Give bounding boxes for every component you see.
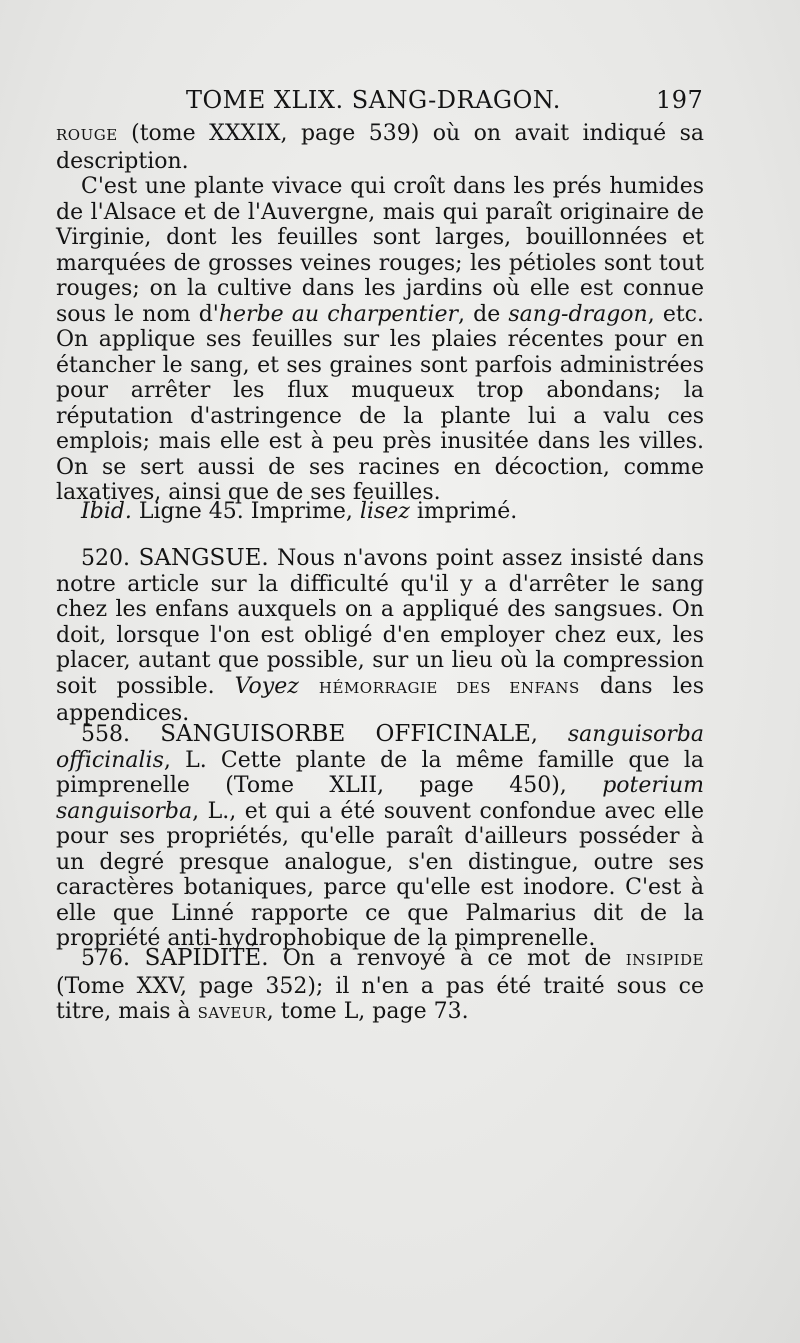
running-header xyxy=(186,86,706,120)
sangsue-paragraph: 520. SANGSUE. Nous n'avons point assez insisté dans notre article sur la difficulté qu'il y a d'arrêter le sang chez les enfans auxquels on a appliqué des sangsues. On doit, lorsque l'on est obligé d'en employer chez eux, les placer, autant que possible, sur un lieu où la compression soit possible. Voyez HÉMORRAGIE DES ENFANS dans les appendices. xyxy=(56,545,704,726)
italic-term: herbe au charpentier xyxy=(218,301,459,327)
italic-term: sang-dragon xyxy=(508,301,648,327)
smallcaps-ref: SAVEUR xyxy=(197,1004,267,1022)
entry-number: 558. xyxy=(81,722,130,747)
running-title: TOME XLIX. SANG-DRAGON. xyxy=(186,86,561,114)
smallcaps-ref: INSIPIDE xyxy=(625,951,704,969)
ibid-paragraph: Ibid. Ligne 45. Imprime, lisez imprimé. xyxy=(81,499,518,524)
entry-number: 520. xyxy=(81,546,130,571)
entry-ibid xyxy=(56,499,704,525)
page-number: 197 xyxy=(656,86,704,114)
entry-sanguisorbe xyxy=(56,722,704,952)
entry-heading: SANGSUE. xyxy=(129,545,269,571)
continuation-paragraph: ROUGE (tome XXXIX, page 539) où on avait indiqué sa description. xyxy=(56,121,704,174)
smallcaps-ref: ROUGE xyxy=(56,126,118,144)
entry-sang-dragon xyxy=(56,121,704,506)
entry-sapidite xyxy=(56,946,704,1027)
entry-sangsue xyxy=(56,546,704,727)
smallcaps-ref: HÉMORRAGIE DES ENFANS xyxy=(318,678,580,697)
entry-number: 576. xyxy=(81,946,130,971)
sapidite-paragraph: 576. SAPIDITÉ. On a renvoyé à ce mot de INSIPIDE (Tome XXV, page 352); il n'en a pas été traité sous ce titre, mais à SAVEUR, tome L, page 73. xyxy=(56,945,704,1024)
description-paragraph: C'est une plante vivace qui croît dans les prés humides de l'Alsace et de l'Auvergne, mais qui paraît originaire de Virginie, dont les feuilles sont larges, bouillonnées et marquées de grosses veines rouges; les pétioles sont tout rouges; on la cultive dans les jardins où elle est connue sous le nom d'herbe au charpentier, de sang-dragon, etc. On applique ses feuilles sur les plaies récentes pour en étancher le sang, et ses graines sont parfois administrées pour arrêter les flux muqueux trop abondans; la réputation d'astringence de la plante lui a valu ces emplois; mais elle est à peu près inusitée dans les villes. On se sert aussi de ses racines en décoction, comme laxatives, ainsi que de ses feuilles. xyxy=(56,174,705,505)
sanguisorbe-paragraph: 558. SANGUISORBE OFFICINALE, sanguisorba officinalis, L. Cette plante de la même famille que la pimprenelle (Tome XLII, page 450), poterium sanguisorba, L., et qui a été souvent confondue avec elle pour ses propriétés, qu'elle paraît d'ailleurs posséder à un degré presque analogue, s'en distingue, outre ses caractères botaniques, parce qu'elle est inodore. C'est à elle que Linné rapporte ce que Palmarius dit de la propriété anti-hydrophobique de la pimprenelle. xyxy=(56,721,704,951)
entry-heading: SAPIDITÉ. xyxy=(129,945,269,971)
entry-heading: SANGUISORBE OFFICINALE xyxy=(129,721,531,747)
